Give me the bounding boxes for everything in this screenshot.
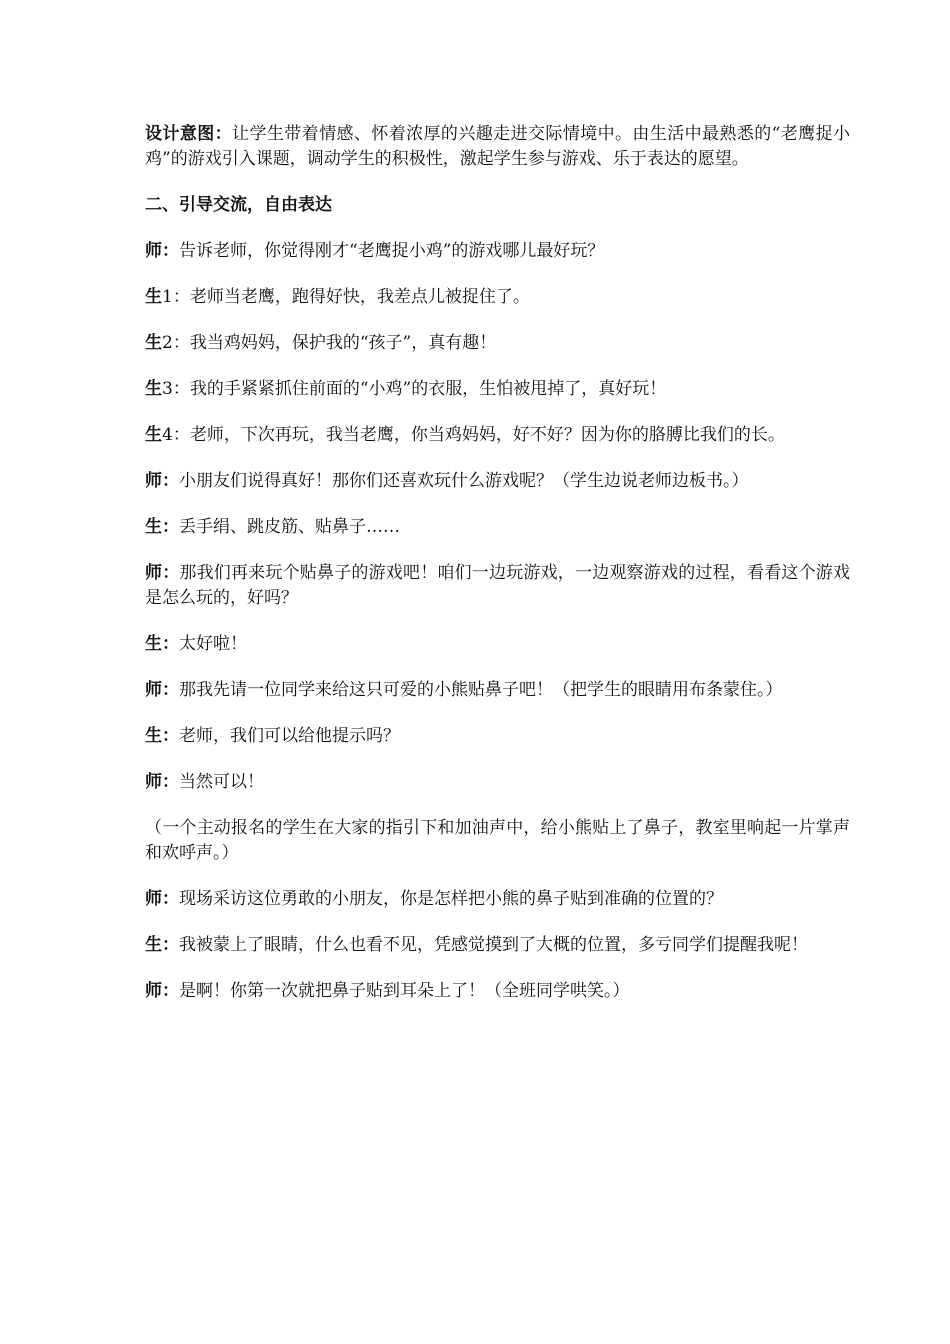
dialogue-text: 丢手绢、跳皮筋、贴鼻子……	[179, 517, 400, 537]
dialogue-text: 现场采访这位勇敢的小朋友，你是怎样把小熊的鼻子贴到准确的位置的？	[179, 889, 723, 909]
dialogue-text: 太好啦！	[179, 634, 247, 654]
dialogue-line	[145, 632, 850, 657]
dialogue-speaker: 生	[145, 379, 162, 399]
dialogue-speaker: 生：	[145, 935, 179, 955]
dialogue-line	[145, 678, 850, 703]
dialogue-speaker: 生	[145, 287, 162, 307]
design-intent-paragraph	[145, 122, 850, 172]
dialogue-speaker: 生：	[145, 726, 179, 746]
dialogue-text: 是啊！你第一次就把鼻子贴到耳朵上了！（全班同学哄笑。）	[179, 981, 630, 1001]
dialogue-speaker: 师：	[145, 981, 179, 1001]
dialogue-speaker: 生	[145, 333, 162, 353]
dialogue-text: 4：老师，下次再玩，我当老鹰，你当鸡妈妈，好不好？因为你的胳膊比我们的长。	[162, 425, 785, 445]
dialogue-line	[145, 331, 850, 356]
dialogue-speaker: 师：	[145, 471, 179, 491]
dialogue-text: 当然可以！	[179, 772, 264, 792]
dialogue-line	[145, 887, 850, 912]
design-intent-text: 让学生带着情感、怀着浓厚的兴趣走进交际情境中。由生活中最熟悉的“老鹰捉小鸡”的游戏引入课题，调动学生的积极性，激起学生参与游戏、乐于表达的愿望。	[145, 124, 850, 169]
narration-line	[145, 816, 850, 866]
dialogue-text: 老师，我们可以给他提示吗？	[179, 726, 400, 746]
dialogue-speaker: 师：	[145, 680, 179, 700]
dialogue-speaker: 师：	[145, 772, 179, 792]
dialogue-text: 我被蒙上了眼睛，什么也看不见，凭感觉摸到了大概的位置，多亏同学们提醒我呢！	[179, 935, 808, 955]
section-heading: 二、引导交流，自由表达	[145, 195, 332, 215]
dialogue-line	[145, 423, 850, 448]
dialogue-text: 2：我当鸡妈妈，保护我的“孩子”，真有趣！	[162, 333, 497, 353]
dialogue-line	[145, 469, 850, 494]
dialogue-speaker: 生：	[145, 634, 179, 654]
dialogue-line	[145, 933, 850, 958]
dialogue-line	[145, 979, 850, 1004]
dialogue-speaker: 师：	[145, 563, 180, 583]
dialogue-line	[145, 377, 850, 402]
dialogue-text: 那我先请一位同学来给这只可爱的小熊贴鼻子吧！（把学生的眼睛用布条蒙住。）	[179, 680, 783, 700]
dialogue-speaker: 生：	[145, 517, 179, 537]
dialogue-line	[145, 515, 850, 540]
dialogue-speaker: 生	[145, 425, 162, 445]
dialogue-line	[145, 239, 850, 264]
dialogue-line	[145, 770, 850, 795]
design-intent-label: 设计意图：	[145, 124, 233, 144]
dialogue-text: 那我们再来玩个贴鼻子的游戏吧！咱们一边玩游戏，一边观察游戏的过程，看看这个游戏是怎么玩的，好吗？	[145, 563, 851, 608]
dialogue-line	[145, 285, 850, 310]
dialogue-line	[145, 724, 850, 749]
dialogue-text: 小朋友们说得真好！那你们还喜欢玩什么游戏呢？（学生边说老师边板书。）	[179, 471, 749, 491]
dialogue-text: 告诉老师，你觉得刚才“老鹰捉小鸡”的游戏哪儿最好玩？	[179, 241, 605, 261]
dialogue-text: （一个主动报名的学生在大家的指引下和加油声中，给小熊贴上了鼻子，教室里响起一片掌声和欢呼声。）	[145, 818, 850, 863]
dialogue-speaker: 师：	[145, 241, 179, 261]
dialogue-line	[145, 561, 850, 611]
dialogue-text: 3：我的手紧紧抓住前面的“小鸡”的衣服，生怕被甩掉了，真好玩！	[162, 379, 667, 399]
dialogue-speaker: 师：	[145, 889, 179, 909]
dialogue-text: 1：老师当老鹰，跑得好快，我差点儿被捉住了。	[162, 287, 530, 307]
